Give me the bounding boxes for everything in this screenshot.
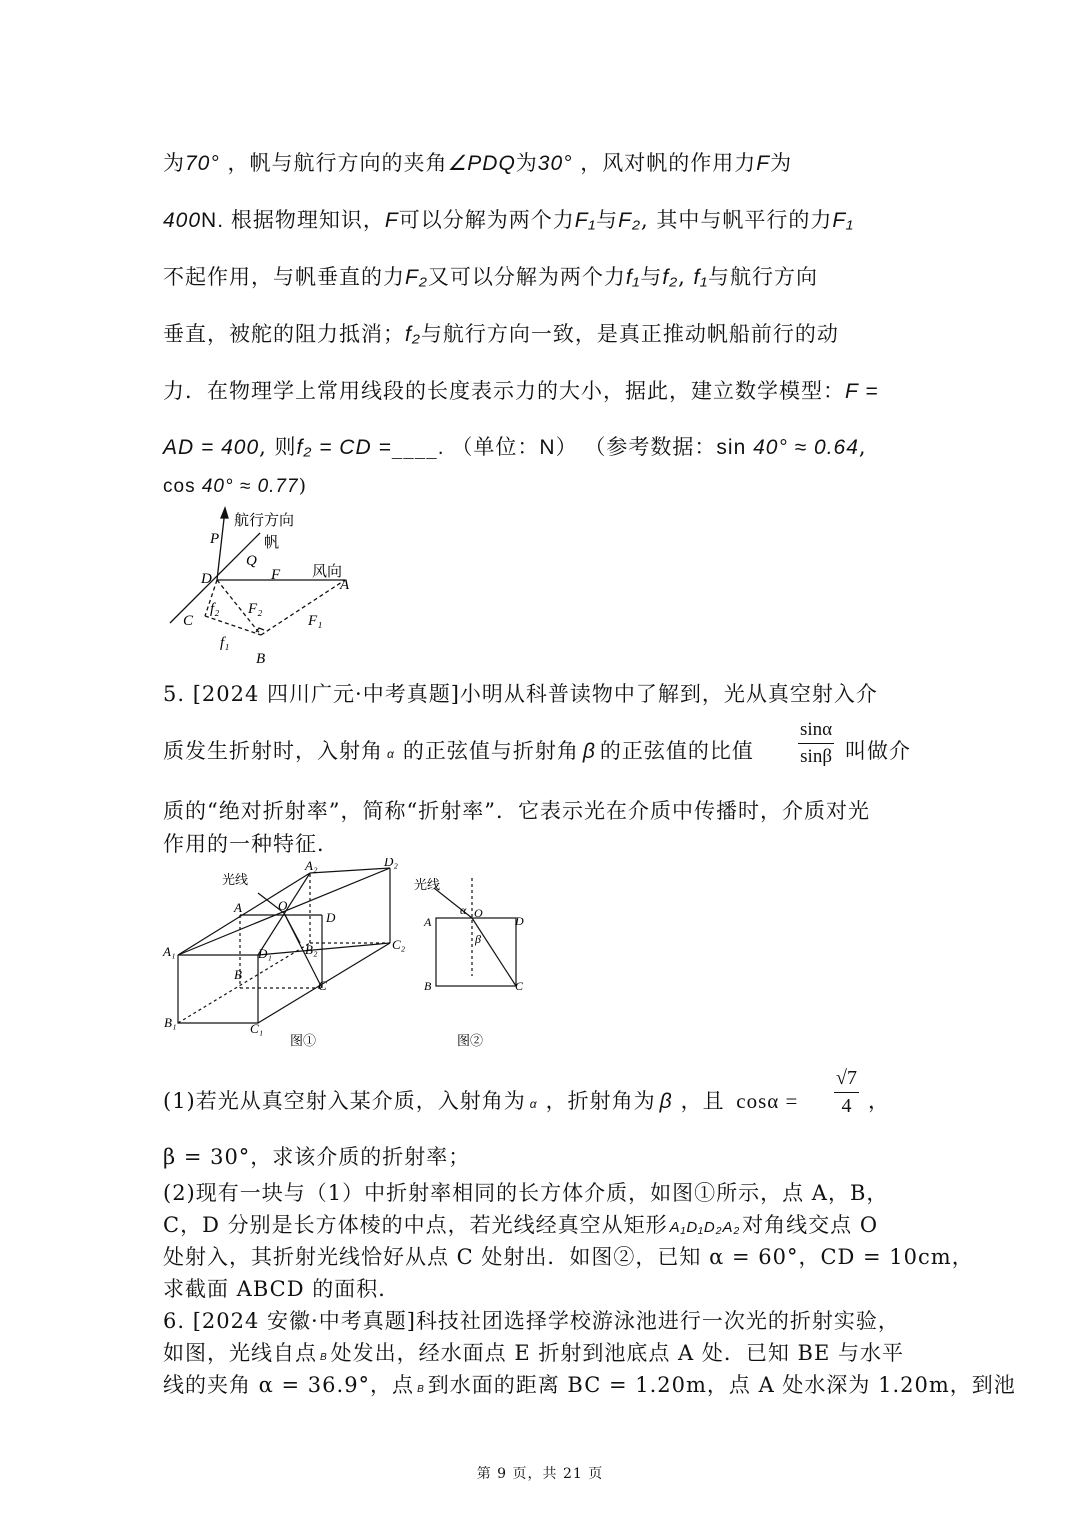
math: 30° [537,152,573,175]
sail-force-diagram [160,503,360,668]
text-line-6 [163,431,923,461]
math: 400 [163,209,202,232]
text-line-2 [163,204,923,234]
label-P: P [210,531,220,547]
text: ，且 [680,1089,725,1113]
label-Q: Q [246,553,257,569]
text: , 其中与帆平行的力 [641,208,833,232]
math: f₁ [693,266,708,289]
label-f1: f₁ [220,635,230,651]
label-A: A [424,915,432,929]
sail-label: 帆 [264,535,280,551]
text: 垂直，被舵的阻力抵消； [163,322,405,346]
q5-part1-line-2: β = 30°，求该介质的折射率； [163,1145,471,1169]
math: F = [845,380,879,403]
text: 的正弦值的比值 [599,739,754,763]
text: 线的夹角 α = 36.9°，点 [163,1373,415,1397]
label-alpha: α [460,903,467,917]
cuboid-figure [160,858,420,1050]
text: 与 [640,265,663,289]
math: f₂ = CD = [296,436,392,459]
text: , [858,435,867,459]
text: , 则 [259,435,297,459]
beta-symbol: β [659,1090,673,1113]
text: 处发出，经水面点 E 折射到池底点 A 处．已知 BE 与水平 [330,1341,904,1365]
alpha-symbol: α [529,1097,538,1111]
label-C: C [515,979,524,993]
label-D: D [326,910,336,925]
text-line-7 [163,475,923,498]
q5-part1-comma: ， [868,1089,890,1113]
text: 不起作用，与帆垂直的力 [163,265,405,289]
q6-line-3 [163,1369,1016,1399]
q5-part2-line-4: 求截面 ABCD 的面积． [163,1277,401,1301]
q5-part2-line-2 [163,1209,923,1239]
text: 为 [770,151,793,175]
math: f₂ [405,323,421,346]
answer-blank: ____ [391,435,438,459]
text: 与航行方向一致，是真正推动帆船前行的动 [420,322,839,346]
refracted-ray-2 [284,913,300,943]
math: F [756,152,771,175]
label-B: B [256,651,266,667]
cos-fraction [834,1067,859,1118]
light-label: 光线 [222,872,249,887]
q5-part1-line-1 [163,1085,923,1115]
text: 质发生折射时，入射角 [163,739,383,763]
label-B2: B₂ [305,942,318,957]
label-C: C [183,613,194,629]
wind-label: 风向 [312,564,343,580]
top-back-edge [310,868,390,873]
text: ，帆与航行方向的夹角 [219,151,448,175]
heading-label: 航行方向 [234,513,295,529]
math: 40° ≈ 0.77 [201,476,299,497]
fraction-denominator: 4 [841,1095,852,1117]
label-O: O [474,906,483,920]
label-beta: β [475,932,481,946]
section-ABCD [436,918,516,986]
text: (1)若光从真空射入某介质，入射角为 [163,1089,526,1113]
label-A: A [234,900,242,915]
fraction-numerator: sinα [798,719,834,744]
label-A1: A₁ [163,944,176,959]
point-B-symbol: B [417,1384,425,1395]
figure-2-caption: 图② [457,1033,484,1048]
text: 与航行方向 [707,265,818,289]
cos-expression: cosα = [736,1089,799,1113]
fraction-numerator: √7 [834,1067,859,1093]
text: C，D 分别是长方体棱的中点，若光线经真空从矩形 [163,1213,668,1237]
text-line-5 [163,375,923,405]
text: 为 [163,151,185,175]
label-C: C [318,978,327,993]
label-D: D [515,914,524,928]
math: F₁ [832,209,854,232]
math: F₂ [618,209,642,232]
label-B: B [234,967,242,982]
q5-line-1: 5. [2024 四川广元·中考真题]小明从科普读物中了解到，光从真空射入介 [163,682,878,706]
beta-symbol: β [582,740,596,763]
label-D1: D₁ [258,946,272,961]
top-right-edge [258,943,390,955]
label-C1: C₁ [250,1021,264,1036]
text: 为 [515,151,538,175]
q5-line-2-end: 叫做介 [845,739,911,763]
q6-line-1: 6. [2024 安徽·中考真题]科技社团选择学校游泳池进行一次光的折射实验， [163,1309,900,1333]
q6-line-2 [163,1337,923,1367]
label-B1: B₁ [164,1015,177,1030]
text: , [678,265,694,289]
label-O: O [278,898,288,913]
front-face [178,955,258,1023]
text-line-4 [163,318,923,348]
q5-line-4: 作用的一种特征． [163,832,339,856]
text-line-3 [163,261,923,291]
math: 40° ≈ 0.64 [753,436,859,459]
page-footer: 第 9 页，共 21 页 [476,1466,604,1482]
text: N. 根据物理知识， [201,209,385,232]
F1-line [261,580,345,635]
text: cos [163,476,202,497]
text: 力．在物理学上常用线段的长度表示力的大小，据此，建立数学模型： [163,379,845,403]
label-F2: F₂ [248,601,263,617]
cross-section-figure [412,868,542,1050]
math: f₂ [662,266,679,289]
label-F: F [271,567,281,583]
right-angle-mark [256,628,264,632]
label-D: D [201,571,212,587]
math: 70° [185,152,220,175]
label-F1: F₁ [308,613,323,629]
text-line-1 [163,147,923,177]
light-label: 光线 [414,877,441,892]
text: 如图，光线自点 [163,1341,317,1365]
fraction-denominator: sinβ [800,746,832,767]
math: F₁ [574,209,597,232]
label-C2: C₂ [392,937,406,952]
q5-part2-line-3: 处射入，其折射光线恰好从点 C 处射出．如图②，已知 α = 60°，CD = 10cm， [163,1245,974,1269]
math: ∠PDQ [447,152,516,175]
q5-line-3: 质的“绝对折射率”，简称“折射率”．它表示光在介质中传播时，介质对光 [163,799,870,823]
text: 与 [596,208,619,232]
math: F [384,209,399,232]
label-A2: A₂ [305,858,318,873]
text: ，折射角为 [545,1089,656,1113]
text: . （单位：N） （参考数据：sin [437,436,754,459]
label-A: A [340,577,350,593]
text: 可以分解为两个力 [398,208,575,232]
alpha-symbol: α [387,747,395,761]
figure-1-caption: 图① [290,1033,317,1048]
text: ，风对帆的作用力 [572,151,757,175]
math: F₂ [405,266,428,289]
math: f₁ [625,266,641,289]
text: 的正弦值与折射角 [402,739,579,763]
rectangle-name: A₁D₁D₂A₂ [669,1219,741,1236]
refracted-ray [472,918,516,986]
text: ) [298,475,307,497]
label-f2: f₂ [210,601,220,617]
label-B: B [424,979,432,993]
text: 对角线交点 O [742,1213,879,1237]
text: 到水面的距离 BC = 1.20m，点 A 处水深为 1.20m，到池 [427,1373,1016,1397]
q5-part2-line-1: (2)现有一块与（1）中折射率相同的长方体介质，如图①所示，点 A，B， [163,1181,889,1205]
sin-ratio-fraction [798,719,834,768]
point-B-symbol: B [320,1352,328,1363]
heading-arrow-icon [221,508,228,518]
label-D2: D₂ [384,858,398,869]
math: AD = 400 [163,436,260,459]
text: 又可以分解为两个力 [427,265,626,289]
